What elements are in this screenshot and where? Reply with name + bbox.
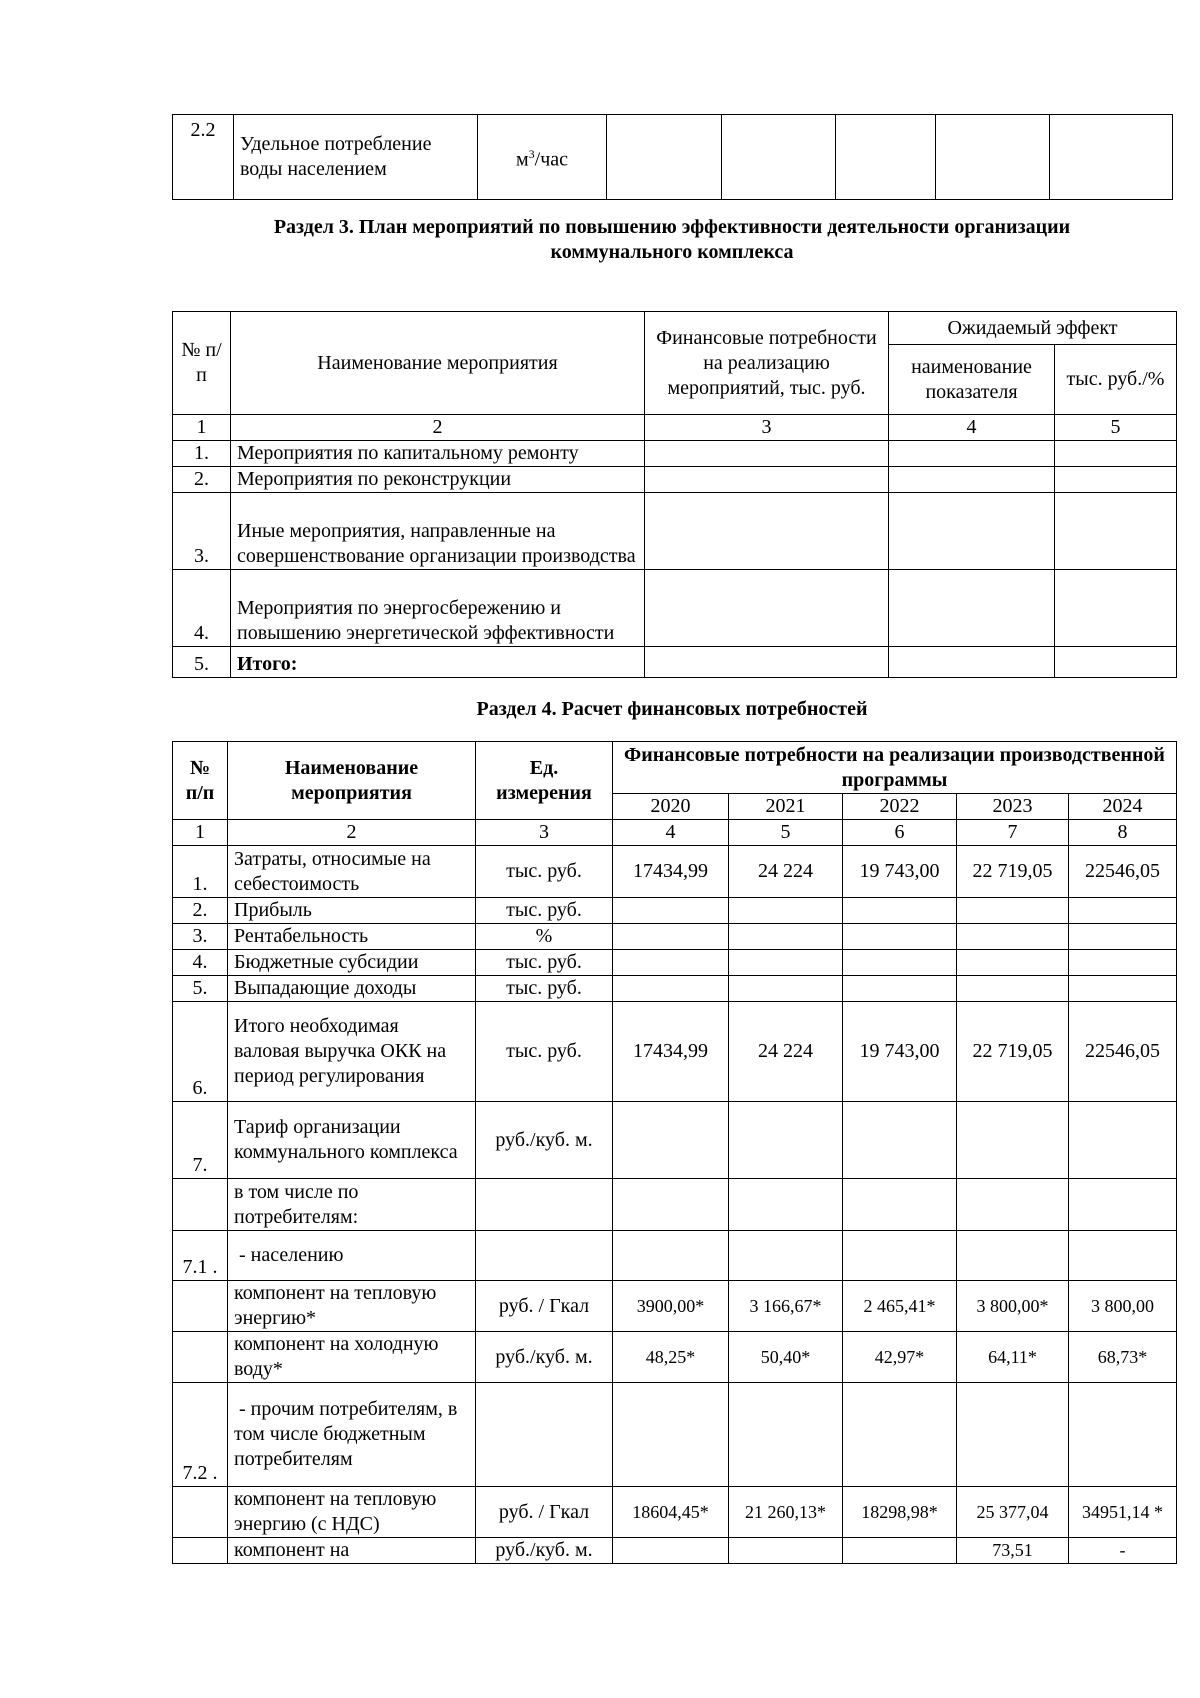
row-num: 5.: [173, 647, 231, 678]
row-unit: [476, 1383, 613, 1487]
header-finance: Финансовые потребности на реализацию мероприятий, тыс. руб.: [645, 312, 889, 415]
col-number: 4: [889, 415, 1055, 441]
row-value: 19 743,00: [843, 846, 957, 898]
col-number: 5: [1055, 415, 1177, 441]
row-name: Итого необходимая валовая выручка ОКК на период регулирования: [228, 1002, 476, 1102]
row-unit: руб./куб. м.: [476, 1332, 613, 1383]
empty-cell: [1055, 467, 1177, 493]
row-name: компонент на тепловую энергию*: [228, 1281, 476, 1332]
row-name: компонент на тепловую энергию (с НДС): [228, 1487, 476, 1538]
table-row: [173, 441, 1177, 467]
row-value: [843, 1231, 957, 1281]
row-name: Тариф организации коммунального комплекса: [228, 1102, 476, 1179]
row-unit: %: [476, 924, 613, 950]
row-value: 48,25*: [613, 1332, 729, 1383]
row-num: 2.: [173, 898, 228, 924]
row-num: 5.: [173, 976, 228, 1002]
row-name: компонент на холодную воду*: [228, 1332, 476, 1383]
row-name: Бюджетные субсидии: [228, 950, 476, 976]
section3-title: Раздел 3. План мероприятий по повышению эффективности деятельности организации коммунального комплекса: [273, 216, 1071, 263]
table-row: [173, 1538, 1177, 1564]
row-unit: [476, 1179, 613, 1231]
row-value: [729, 898, 843, 924]
row-value: [613, 976, 729, 1002]
row-name: компонент на: [228, 1538, 476, 1564]
row-num: 7.2 .: [173, 1383, 228, 1487]
row-value: [613, 1383, 729, 1487]
empty-cell: [889, 441, 1055, 467]
empty-cell: [722, 115, 836, 200]
row-value: [613, 1179, 729, 1231]
row-unit: руб./куб. м.: [476, 1102, 613, 1179]
header-name: Наименование мероприятия: [231, 312, 645, 415]
row-value: [729, 1179, 843, 1231]
row-unit: руб. / Гкал: [476, 1487, 613, 1538]
row-value: [1069, 1102, 1177, 1179]
table-row: [173, 1231, 1177, 1281]
col-number: 3: [645, 415, 889, 441]
row-unit: руб. / Гкал: [476, 1281, 613, 1332]
row-num: 7.1 .: [173, 1231, 228, 1281]
row-value: 3 166,67*: [729, 1281, 843, 1332]
row-name: Рентабельность: [228, 924, 476, 950]
col-number: 3: [476, 820, 613, 846]
row-value: [843, 1179, 957, 1231]
row-unit: тыс. руб.: [476, 976, 613, 1002]
row-value: 17434,99: [613, 846, 729, 898]
row-value: [957, 924, 1069, 950]
row-value: [957, 1102, 1069, 1179]
row-value: 73,51: [957, 1538, 1069, 1564]
empty-cell: [645, 467, 889, 493]
row-value: [843, 976, 957, 1002]
row-num: [173, 1538, 228, 1564]
empty-cell: [1050, 115, 1173, 200]
table-row: [173, 1002, 1177, 1102]
empty-cell: [889, 647, 1055, 678]
row-name: Выпадающие доходы: [228, 976, 476, 1002]
row-value: 25 377,04: [957, 1487, 1069, 1538]
row-name: Затраты, относимые на себестоимость: [228, 846, 476, 898]
row-value: [1069, 950, 1177, 976]
row-name: Мероприятия по энергосбережению и повышению энергетической эффективности: [231, 570, 645, 647]
row-unit: тыс. руб.: [476, 846, 613, 898]
row-value: 18604,45*: [613, 1487, 729, 1538]
col-number: 1: [173, 820, 228, 846]
empty-cell: [1055, 493, 1177, 570]
row-num: 6.: [173, 1002, 228, 1102]
row-num: 4.: [173, 950, 228, 976]
row-name: - населению: [228, 1231, 476, 1281]
row-value: 22546,05: [1069, 1002, 1177, 1102]
row-value: [729, 1102, 843, 1179]
col-number: 2: [231, 415, 645, 441]
row-unit: руб./куб. м.: [476, 1538, 613, 1564]
row-num: [173, 1487, 228, 1538]
section3-table: [172, 311, 1177, 678]
row-value: [613, 898, 729, 924]
table-row: [173, 1487, 1177, 1538]
empty-cell: [889, 467, 1055, 493]
header-year: 2023: [957, 794, 1069, 820]
table-row: [173, 976, 1177, 1002]
row-value: [729, 950, 843, 976]
empty-cell: [607, 115, 722, 200]
row-value: [613, 1231, 729, 1281]
row-value: [843, 1102, 957, 1179]
table-row: [173, 467, 1177, 493]
header-year: 2021: [729, 794, 843, 820]
unit-cell: $м^3$/час: [478, 115, 607, 200]
row-value: [729, 976, 843, 1002]
empty-cell: [936, 115, 1050, 200]
row-value: 21 260,13*: [729, 1487, 843, 1538]
empty-cell: [889, 570, 1055, 647]
header-num: № п/п: [173, 742, 228, 820]
row-num: [173, 1332, 228, 1383]
row-value: 24 224: [729, 846, 843, 898]
table-row: [173, 1179, 1177, 1231]
empty-cell: [645, 493, 889, 570]
header-year: 2024: [1069, 794, 1177, 820]
row-value: [1069, 1383, 1177, 1487]
row-unit: тыс. руб.: [476, 1002, 613, 1102]
header-value: тыс. руб./%: [1055, 345, 1177, 415]
row-value: [1069, 898, 1177, 924]
table-row: [173, 846, 1177, 898]
row-value: 24 224: [729, 1002, 843, 1102]
table-row: [173, 924, 1177, 950]
col-number: 2: [228, 820, 476, 846]
col-number: 6: [843, 820, 957, 846]
row-name: Мероприятия по реконструкции: [231, 467, 645, 493]
table-row: [173, 1281, 1177, 1332]
row-value: 17434,99: [613, 1002, 729, 1102]
table-row: [173, 493, 1177, 570]
row-value: [1069, 976, 1177, 1002]
row-value: [729, 1538, 843, 1564]
row-value: 50,40*: [729, 1332, 843, 1383]
row-value: [957, 950, 1069, 976]
row-value: 34951,14 *: [1069, 1487, 1177, 1538]
row-value: [843, 898, 957, 924]
table-row: [173, 1383, 1177, 1487]
row-num: [173, 1281, 228, 1332]
row-value: [957, 898, 1069, 924]
row-value: 22 719,05: [957, 1002, 1069, 1102]
row-num: 1.: [173, 846, 228, 898]
row-value: [729, 924, 843, 950]
row-value: [843, 1538, 957, 1564]
table-row: [173, 1332, 1177, 1383]
col-number: 7: [957, 820, 1069, 846]
empty-cell: [889, 493, 1055, 570]
row-num: 3.: [173, 493, 231, 570]
header-unit: Ед. измерения: [476, 742, 613, 820]
section4-table: [172, 741, 1177, 1564]
row-unit: тыс. руб.: [476, 898, 613, 924]
row-value: [1069, 1179, 1177, 1231]
row-num: [173, 1179, 228, 1231]
empty-cell: [1055, 441, 1177, 467]
row-value: [613, 1538, 729, 1564]
row-value: [843, 924, 957, 950]
row-value: [957, 1179, 1069, 1231]
header-effect: Ожидаемый эффект: [889, 312, 1177, 345]
row-value: [843, 950, 957, 976]
row-value: 3900,00*: [613, 1281, 729, 1332]
row-name: - прочим потребителям, в том числе бюджетным потребителям: [228, 1383, 476, 1487]
row-value: 42,97*: [843, 1332, 957, 1383]
row-value: -: [1069, 1538, 1177, 1564]
empty-cell: [1055, 570, 1177, 647]
row-value: [1069, 1231, 1177, 1281]
row-value: [843, 1383, 957, 1487]
row-name: Иные мероприятия, направленные на совершенствование организации производства: [231, 493, 645, 570]
row-unit: тыс. руб.: [476, 950, 613, 976]
row-name: Итого:: [231, 647, 645, 678]
col-number: 8: [1069, 820, 1177, 846]
col-number: 5: [729, 820, 843, 846]
row-value: 3 800,00: [1069, 1281, 1177, 1332]
row-value: 18298,98*: [843, 1487, 957, 1538]
empty-cell: [645, 441, 889, 467]
row-value: 22546,05: [1069, 846, 1177, 898]
row-num: 2.: [173, 467, 231, 493]
row-value: [729, 1231, 843, 1281]
row-num: 1.: [173, 441, 231, 467]
row-name: в том числе по потребителям:: [228, 1179, 476, 1231]
empty-cell: [645, 570, 889, 647]
row-value: [1069, 924, 1177, 950]
header-finance: Финансовые потребности на реализации производственной программы: [613, 742, 1177, 794]
empty-cell: [1055, 647, 1177, 678]
table-row: [173, 1102, 1177, 1179]
row-value: 68,73*: [1069, 1332, 1177, 1383]
indicator-name: Удельное потребление воды населением: [234, 115, 478, 200]
empty-cell: [645, 647, 889, 678]
row-name: Мероприятия по капитальному ремонту: [231, 441, 645, 467]
table-row: [173, 570, 1177, 647]
row-value: [957, 1231, 1069, 1281]
header-num: № п/п: [173, 312, 231, 415]
row-value: 64,11*: [957, 1332, 1069, 1383]
table-row: [173, 647, 1177, 678]
row-num: 4.: [173, 570, 231, 647]
header-indicator: наименование показателя: [889, 345, 1055, 415]
row-value: [957, 1383, 1069, 1487]
header-year: 2020: [613, 794, 729, 820]
row-value: [613, 950, 729, 976]
row-num: 7.: [173, 1102, 228, 1179]
row-value: 2 465,41*: [843, 1281, 957, 1332]
col-number: 4: [613, 820, 729, 846]
row-value: 22 719,05: [957, 846, 1069, 898]
table-row: [173, 950, 1177, 976]
section4-title: Раздел 4. Расчет финансовых потребностей: [476, 698, 868, 720]
row-number: 2.2: [173, 115, 234, 200]
top-fragment-table: [172, 114, 1173, 200]
row-value: [729, 1383, 843, 1487]
row-value: [613, 1102, 729, 1179]
row-value: [613, 924, 729, 950]
header-year: 2022: [843, 794, 957, 820]
row-value: 3 800,00*: [957, 1281, 1069, 1332]
header-name: Наименование мероприятия: [228, 742, 476, 820]
row-value: 19 743,00: [843, 1002, 957, 1102]
col-number: 1: [173, 415, 231, 441]
row-name: Прибыль: [228, 898, 476, 924]
row-value: [957, 976, 1069, 1002]
table-row: [173, 898, 1177, 924]
row-unit: [476, 1231, 613, 1281]
row-num: 3.: [173, 924, 228, 950]
empty-cell: [836, 115, 936, 200]
